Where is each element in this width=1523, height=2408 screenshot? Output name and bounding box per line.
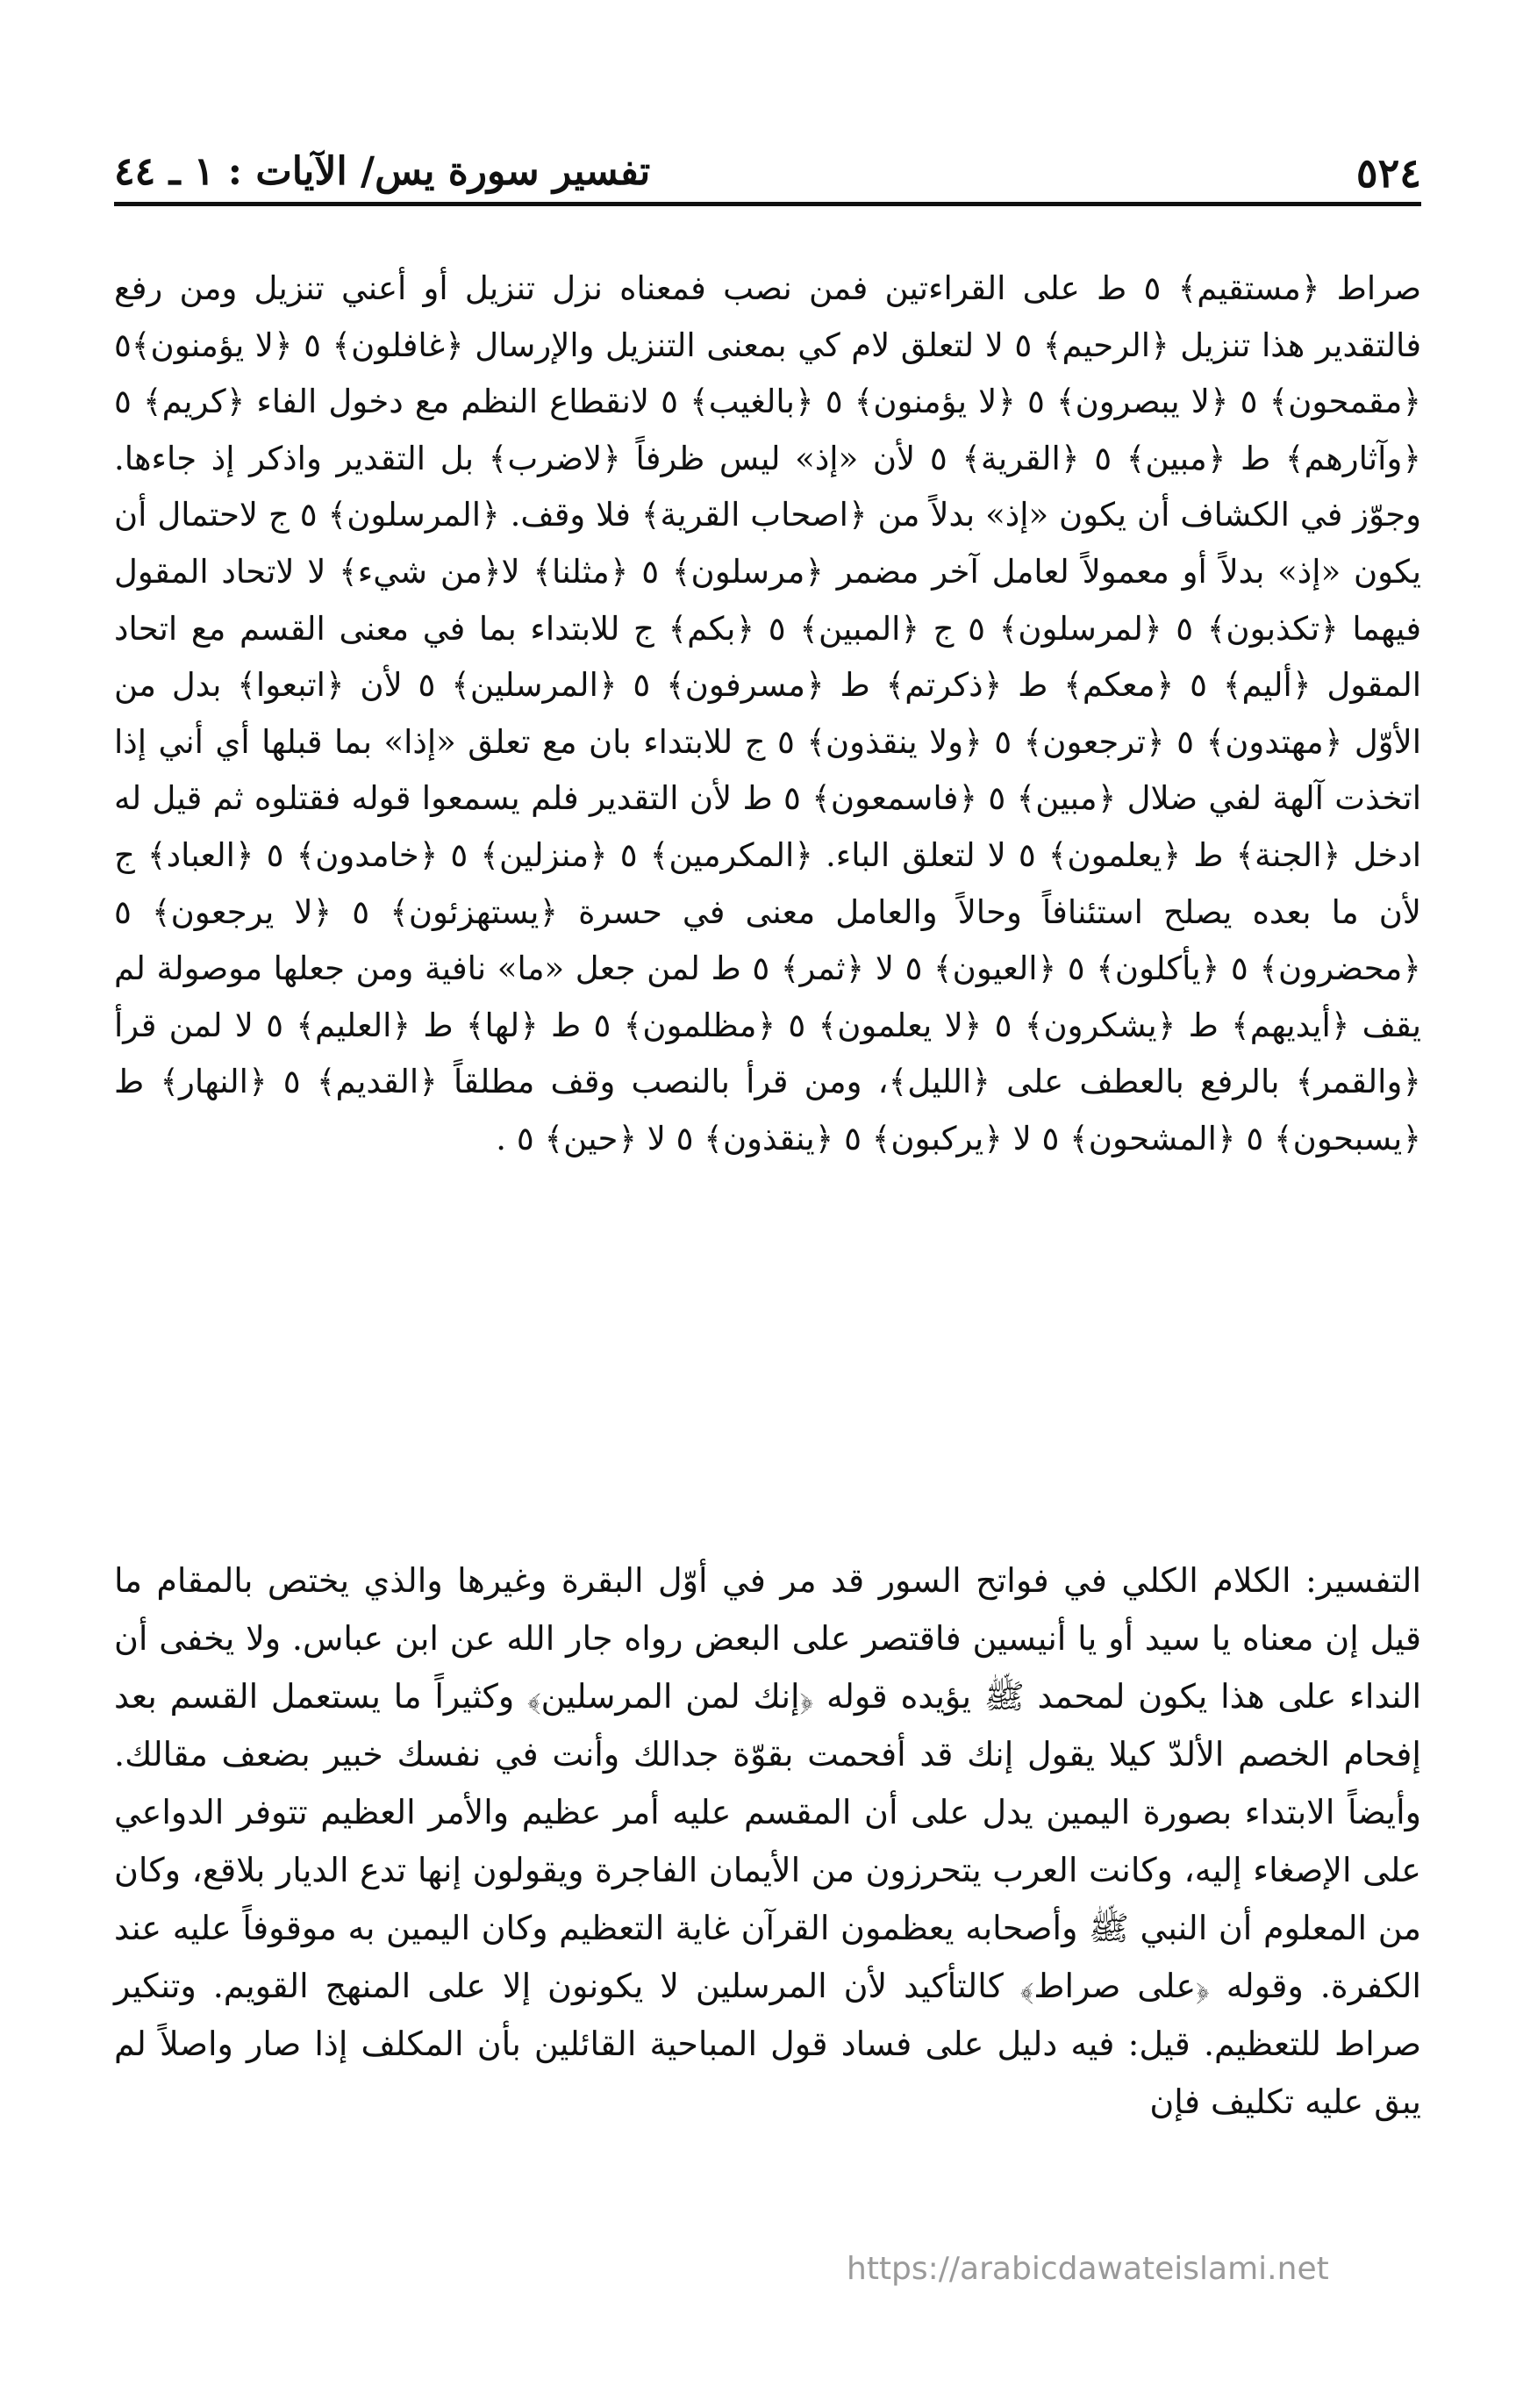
page-number: ٥٢٤: [1355, 149, 1421, 197]
tafsir-paragraph: التفسير: الكلام الكلي في فواتح السور قد مر في أوّل البقرة وغيرها والذي يختص بالمقام ما قيل إن معناه يا سيد أو يا أنيسين فاقتصر على البعض رواه جار الله عن ابن عباس. ولا يخفى أن النداء على هذا يكون لمحمد ﷺ يؤيده قوله ﴿إنك لمن المرسلين﴾ وكثيراً ما يستعمل القسم بعد إفحام الخصم الألدّ كيلا يقول إنك قد أفحمت بقوّة جدالك وأنت في نفسك خبير بضعف مقالك. وأيضاً الابتداء بصورة اليمين يدل على أن المقسم عليه أمر عظيم والأمر العظيم تتوفر الدواعي على الإصغاء إليه، وكانت العرب يتحرزون من الأيمان الفاجرة ويقولون إنها تدع الديار بلاقع، وكان من المعلوم أن النبي ﷺ وأصحابه يعظمون القرآن غاية التعظيم وكان اليمين به موقوفاً عليه عند الكفرة. وقوله ﴿على صراط﴾ كالتأكيد لأن المرسلين لا يكونون إلا على المنهج القويم. وتنكير صراط للتعظيم. قيل: فيه دليل على فساد قول المباحية القائلين بأن المكلف إذا صار واصلاً لم يبق عليه تكليف فإن: [114, 1561, 1421, 2121]
watermark-url: https://arabicdawateislami.net: [847, 2251, 1329, 2287]
header-divider: [114, 202, 1421, 206]
page-header: [114, 132, 1421, 202]
running-title: تفسير سورة يس/ الآيات : ١ ـ ٤٤: [114, 149, 651, 194]
waqf-notes-paragraph: صراط ﴿مستقيم﴾ ٥ ط على القراءتين فمن نصب فمعناه نزل تنزيل أو أعني تنزيل ومن رفع فالتقدير هذا تنزيل ﴿الرحيم﴾ ٥ لا لتعلق لام كي بمعنى التنزيل والإرسال ﴿غافلون﴾ ٥ ﴿لا يؤمنون﴾٥ ﴿مقمحون﴾ ٥ ﴿لا يبصرون﴾ ٥ ﴿لا يؤمنون﴾ ٥ ﴿بالغيب﴾ ٥ لانقطاع النظم مع دخول الفاء ﴿كريم﴾ ٥ ﴿وآثارهم﴾ ط ﴿مبين﴾ ٥ ﴿القرية﴾ ٥ لأن «إذ» ليس ظرفاً ﴿لاضرب﴾ بل التقدير واذكر إذ جاءها. وجوّز في الكشاف أن يكون «إذ» بدلاً من ﴿اصحاب القرية﴾ فلا وقف. ﴿المرسلون﴾ ٥ ج لاحتمال أن يكون «إذ» بدلاً أو معمولاً لعامل آخر مضمر ﴿مرسلون﴾ ٥ ﴿مثلنا﴾ لا﴿من شيء﴾ لا لاتحاد المقول فيهما ﴿تكذبون﴾ ٥ ﴿لمرسلون﴾ ٥ ج ﴿المبين﴾ ٥ ﴿بكم﴾ ج للابتداء بما في معنى القسم مع اتحاد المقول ﴿أليم﴾ ٥ ﴿معكم﴾ ط ﴿ذكرتم﴾ ط ﴿مسرفون﴾ ٥ ﴿المرسلين﴾ ٥ لأن ﴿اتبعوا﴾ بدل من الأوّل ﴿مهتدون﴾ ٥ ﴿ترجعون﴾ ٥ ﴿ولا ينقذون﴾ ٥ ج للابتداء بان مع تعلق «إذا» بما قبلها أي أني إذا اتخذت آلهة لفي ضلال ﴿مبين﴾ ٥ ﴿فاسمعون﴾ ٥ ط لأن التقدير فلم يسمعوا قوله فقتلوه ثم قيل له ادخل ﴿الجنة﴾ ط ﴿يعلمون﴾ ٥ لا لتعلق الباء. ﴿المكرمين﴾ ٥ ﴿منزلين﴾ ٥ ﴿خامدون﴾ ٥ ﴿العباد﴾ ج لأن ما بعده يصلح استئنافاً وحالاً والعامل معنى في حسرة ﴿يستهزئون﴾ ٥ ﴿لا يرجعون﴾ ٥ ﴿محضرون﴾ ٥ ﴿يأكلون﴾ ٥ ﴿العيون﴾ ٥ لا ﴿ثمر﴾ ٥ ط لمن جعل «ما» نافية ومن جعلها موصولة لم يقف ﴿أيديهم﴾ ط ﴿يشكرون﴾ ٥ ﴿لا يعلمون﴾ ٥ ﴿مظلمون﴾ ٥ ط ﴿لها﴾ ط ﴿العليم﴾ ٥ لا لمن قرأ ﴿والقمر﴾ بالرفع بالعطف على ﴿الليل﴾، ومن قرأ بالنصب وقف مطلقاً ﴿القديم﴾ ٥ ﴿النهار﴾ ط ﴿يسبحون﴾ ٥ ﴿المشحون﴾ ٥ لا ﴿يركبون﴾ ٥ ﴿ينقذون﴾ ٥ لا ﴿حين﴾ ٥ .: [114, 269, 1422, 1157]
